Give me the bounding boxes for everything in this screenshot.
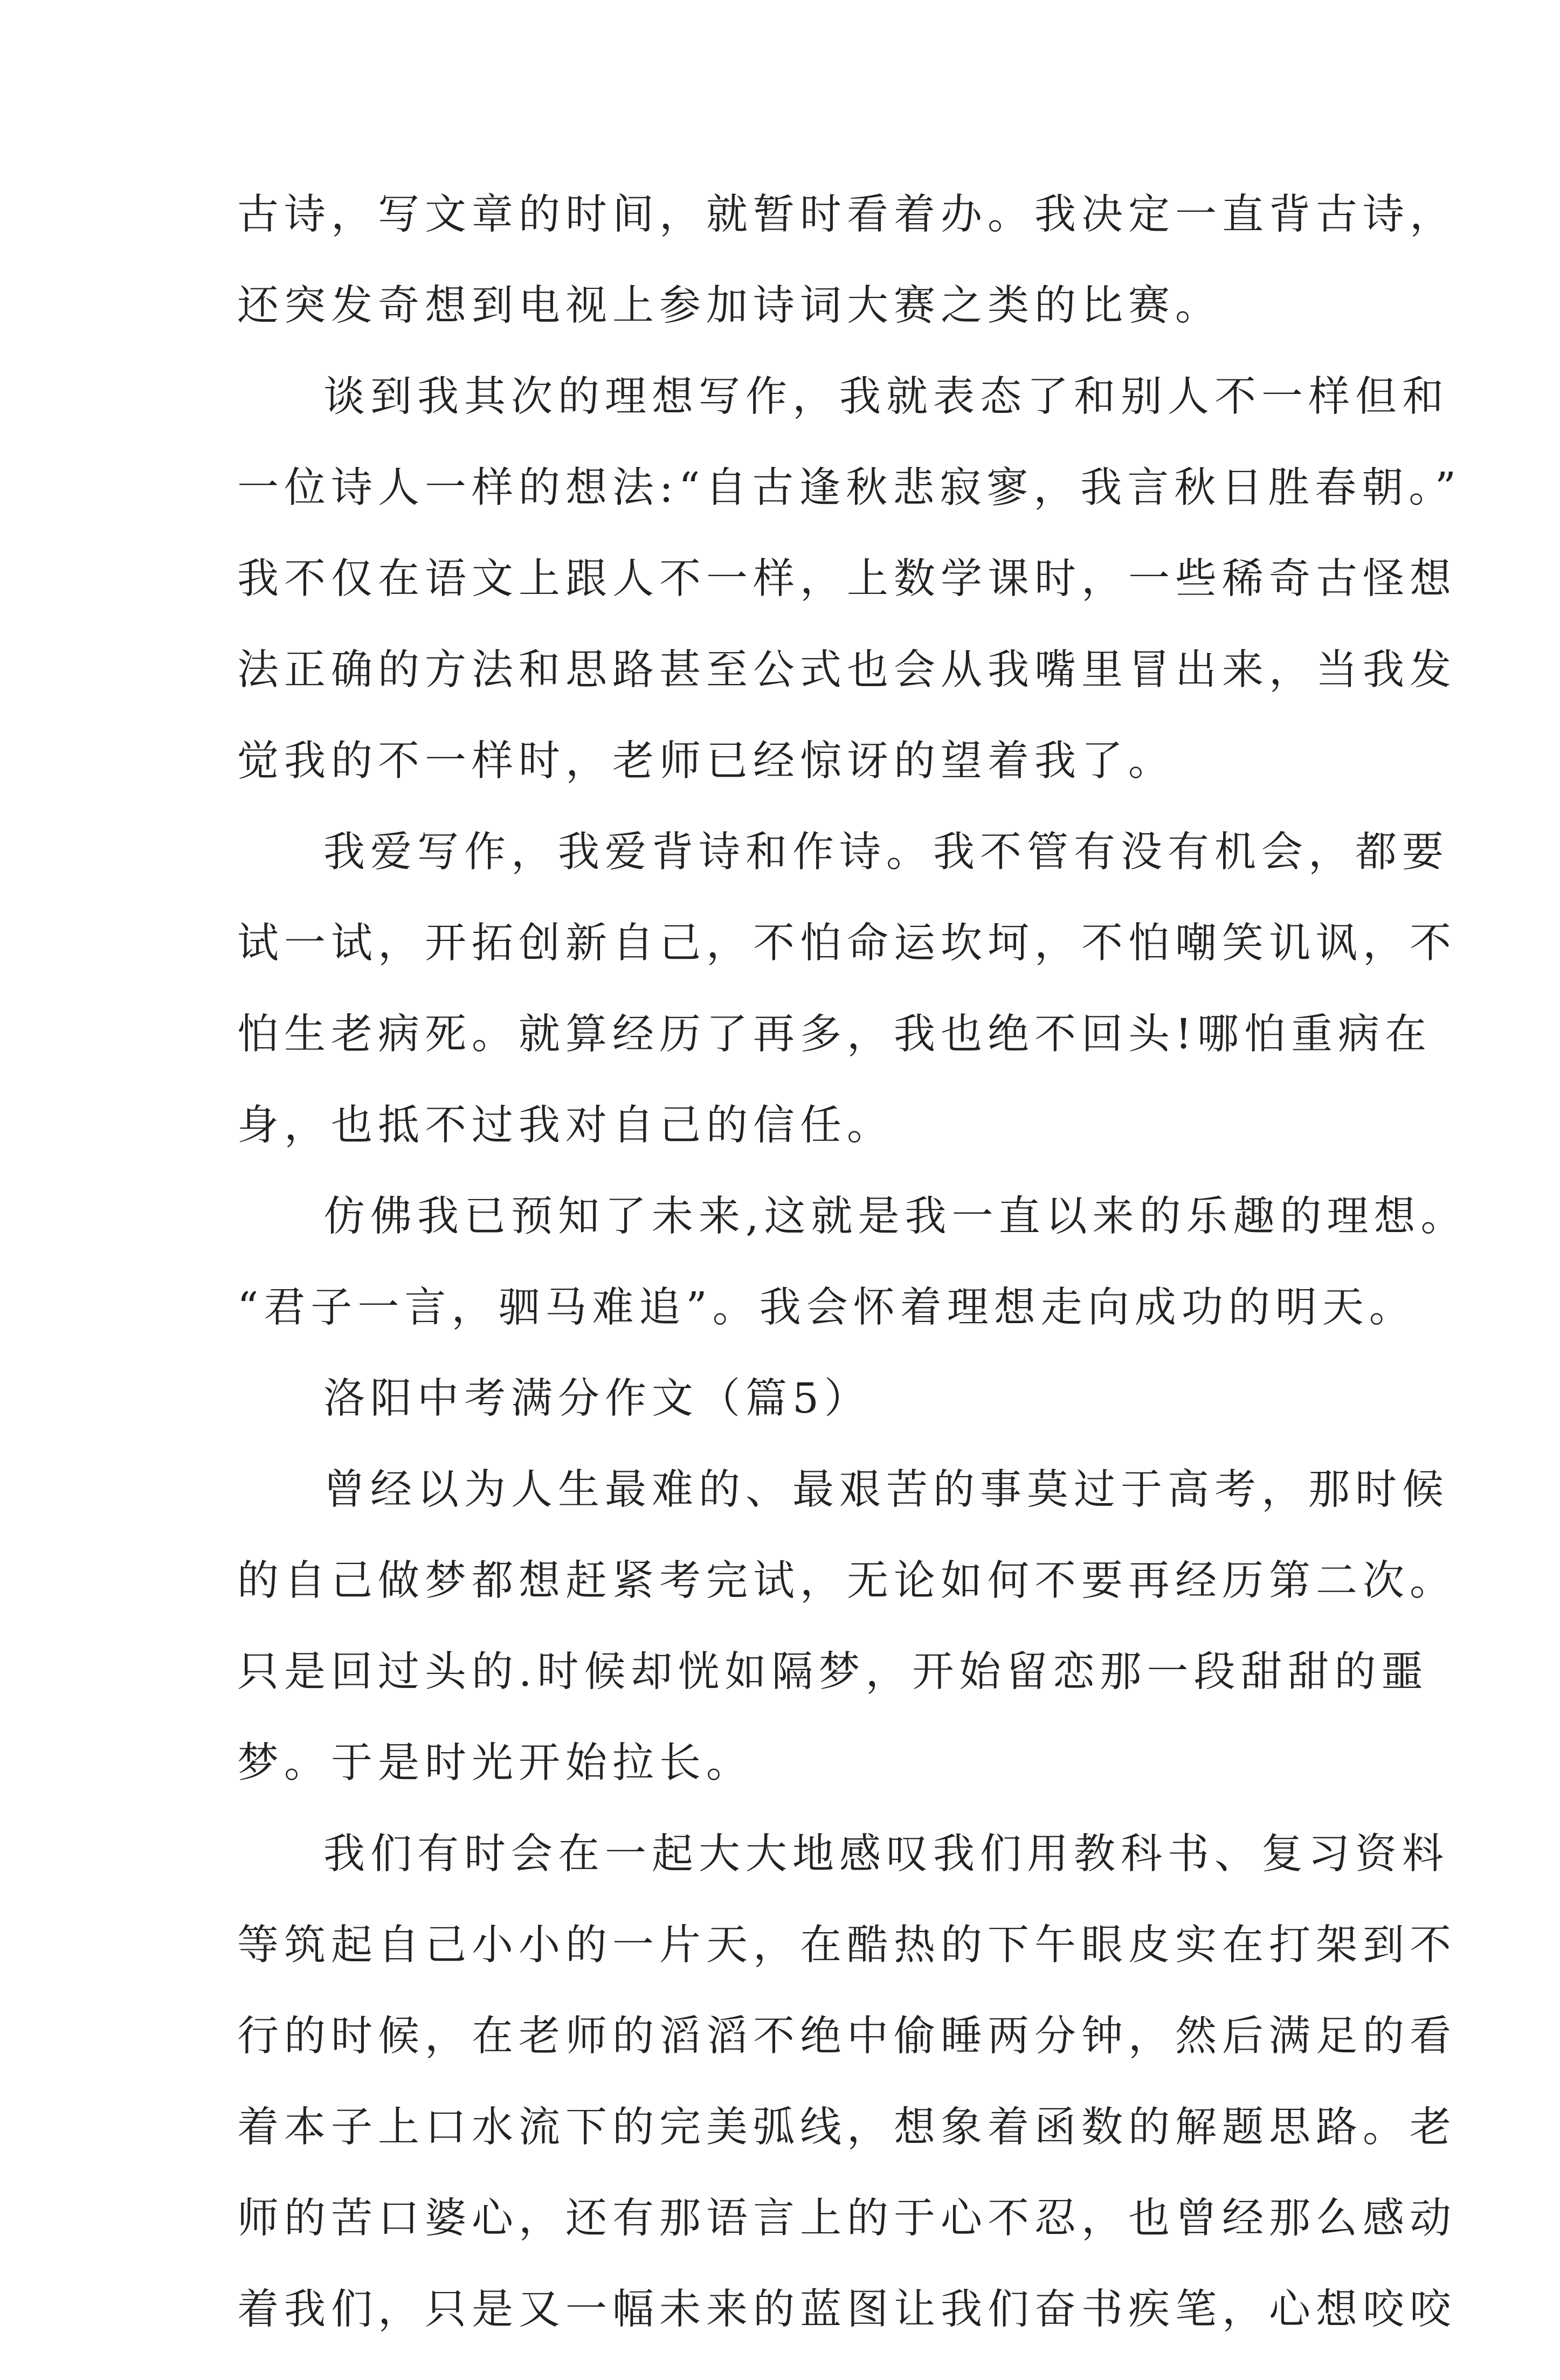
text-line: 着我们，只是又一幅未来的蓝图让我们奋书疾笔，心想咬咬 bbox=[237, 2286, 1457, 2334]
text-line: 怕生老病死。就算经历了再多，我也绝不回头!哪怕重病在 bbox=[237, 1011, 1432, 1058]
text-line: 还突发奇想到电视上参加诗词大赛之类的比赛。 bbox=[237, 282, 1222, 330]
text-line: 试一试，开拓创新自己，不怕命运坎坷，不怕嘲笑讥讽，不 bbox=[237, 919, 1457, 967]
text-line: 的自己做梦都想赶紧考完试，无论如何不要再经历第二次。 bbox=[237, 1557, 1457, 1605]
text-line: 师的苦口婆心，还有那语言上的于心不忍，也曾经那么感动 bbox=[237, 2195, 1457, 2243]
section-heading: 洛阳中考满分作文（篇5） bbox=[323, 1375, 871, 1423]
text-line: 梦。于是时光开始拉长。 bbox=[237, 1739, 753, 1787]
text-line: 法正确的方法和思路甚至公式也会从我嘴里冒出来，当我发 bbox=[237, 646, 1457, 694]
paragraph-first-line: 谈到我其次的理想写作，我就表态了和别人不一样但和 bbox=[323, 373, 1449, 421]
text-line: 只是回过头的.时候却恍如隔梦，开始留恋那一段甜甜的噩 bbox=[237, 1648, 1428, 1696]
essay-body bbox=[237, 191, 1468, 2380]
paragraph-first-line: 我们有时会在一起大大地感叹我们用教科书、复习资料 bbox=[323, 1830, 1449, 1878]
text-line: 古诗，写文章的时间，就暂时看着办。我决定一直背古诗， bbox=[237, 191, 1457, 239]
text-line: 觉我的不一样时，老师已经惊讶的望着我了。 bbox=[237, 737, 1175, 785]
paragraph-first-line: 曾经以为人生最难的、最艰苦的事莫过于高考，那时候 bbox=[323, 1466, 1449, 1514]
text-line: “君子一言，驷马难追”。我会怀着理想走向成功的明天。 bbox=[237, 1284, 1416, 1332]
text-line: 等筑起自己小小的一片天，在酷热的下午眼皮实在打架到不 bbox=[237, 1921, 1457, 1969]
text-line: 一位诗人一样的想法:“自古逢秋悲寂寥，我言秋日胜春朝。” bbox=[237, 464, 1462, 512]
text-line: 着本子上口水流下的完美弧线，想象着函数的解题思路。老 bbox=[237, 2104, 1457, 2151]
text-line: 我不仅在语文上跟人不一样，上数学课时，一些稀奇古怪想 bbox=[237, 555, 1457, 603]
text-line: 身，也抵不过我对自己的信任。 bbox=[237, 1102, 894, 1150]
paragraph-first-line: 我爱写作，我爱背诗和作诗。我不管有没有机会，都要 bbox=[323, 828, 1449, 876]
paragraph-first-line: 仿佛我已预知了未来,这就是我一直以来的乐趣的理想。 bbox=[323, 1193, 1468, 1241]
text-line: 行的时候，在老师的滔滔不绝中偷睡两分钟，然后满足的看 bbox=[237, 2012, 1457, 2060]
